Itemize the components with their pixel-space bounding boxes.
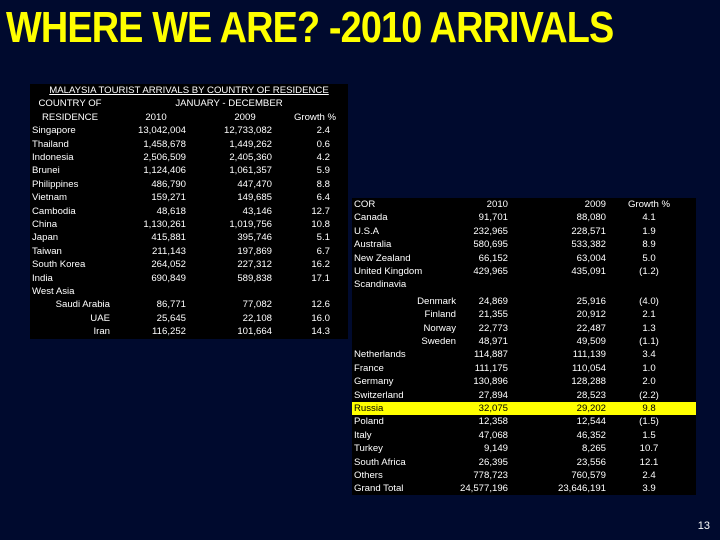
value-2010: 26,395 bbox=[478, 456, 508, 468]
value-2009: 197,869 bbox=[237, 245, 272, 257]
table-row bbox=[352, 308, 696, 321]
table-row bbox=[352, 225, 696, 238]
value-2009: 22,487 bbox=[576, 322, 606, 334]
growth-percent: 5.0 bbox=[642, 252, 656, 264]
table-row bbox=[30, 325, 348, 338]
growth-percent: 12.7 bbox=[311, 205, 330, 217]
value-2010: 264,052 bbox=[151, 259, 186, 271]
growth-percent: (2.2) bbox=[639, 389, 659, 401]
header-jan-dec: JANUARY - DECEMBER bbox=[175, 98, 283, 110]
country-name: Germany bbox=[354, 376, 394, 388]
growth-percent: 16.2 bbox=[311, 259, 330, 271]
country-name: Scandinavia bbox=[354, 279, 407, 291]
value-2010: 2,506,509 bbox=[143, 152, 186, 163]
growth-percent: 2.1 bbox=[642, 309, 656, 321]
value-2009: 110,054 bbox=[572, 362, 606, 374]
growth-percent: 5.1 bbox=[316, 232, 330, 244]
table-row bbox=[30, 245, 348, 258]
country-name: Finland bbox=[424, 309, 456, 321]
value-2010: 1,124,406 bbox=[143, 165, 186, 177]
table-row bbox=[352, 265, 696, 278]
growth-percent: 2.4 bbox=[316, 125, 330, 137]
value-2010: 778,723 bbox=[473, 470, 508, 481]
growth-percent: 2.4 bbox=[642, 470, 656, 481]
value-2010: 130,896 bbox=[473, 376, 508, 388]
country-name: Italy bbox=[354, 429, 372, 441]
value-2010: 486,790 bbox=[151, 178, 186, 190]
country-name: Philippines bbox=[32, 178, 79, 190]
header-2009: 2009 bbox=[234, 111, 256, 123]
table-row bbox=[352, 456, 696, 469]
value-2010: 232,965 bbox=[473, 225, 508, 237]
country-name: Poland bbox=[354, 416, 384, 428]
growth-percent: (1.2) bbox=[639, 266, 659, 277]
value-2009: 8,265 bbox=[581, 443, 606, 455]
country-name: Taiwan bbox=[32, 245, 62, 257]
header-2010: 2010 bbox=[486, 199, 508, 210]
value-2010: 21,355 bbox=[478, 309, 508, 321]
page-number: 13 bbox=[697, 520, 710, 532]
value-2010: 24,869 bbox=[478, 295, 508, 307]
header-cor: COR bbox=[354, 199, 376, 210]
value-2009: 46,352 bbox=[576, 429, 606, 441]
growth-percent: 2.0 bbox=[642, 376, 656, 388]
growth-percent: 3.4 bbox=[642, 349, 656, 361]
value-2009: 128,288 bbox=[571, 376, 606, 388]
value-2009: 1,449,262 bbox=[229, 138, 272, 150]
table-row bbox=[30, 218, 348, 231]
table-row bbox=[30, 151, 348, 164]
value-2009: 101,664 bbox=[237, 326, 272, 338]
value-2010: 1,458,678 bbox=[143, 138, 186, 150]
value-2009: 1,019,756 bbox=[229, 219, 272, 230]
value-2010: 25,645 bbox=[156, 312, 186, 324]
country-name: Cambodia bbox=[32, 205, 76, 217]
value-2010: 9,149 bbox=[483, 443, 508, 455]
table-row bbox=[352, 429, 696, 442]
table-header-row-2 bbox=[30, 111, 348, 124]
growth-percent: (1.5) bbox=[639, 416, 659, 428]
value-2010: 47,068 bbox=[478, 429, 508, 441]
header-2010: 2010 bbox=[145, 111, 167, 123]
value-2009: 77,082 bbox=[242, 299, 272, 311]
value-2010: 27,894 bbox=[478, 389, 508, 401]
value-2010: 12,358 bbox=[478, 416, 508, 428]
table-row bbox=[30, 191, 348, 204]
value-2009: 29,202 bbox=[576, 403, 606, 414]
country-name: Canada bbox=[354, 212, 388, 224]
country-name: France bbox=[354, 362, 384, 374]
table-row bbox=[352, 278, 696, 291]
country-name: Thailand bbox=[32, 138, 69, 150]
value-2009: 111,139 bbox=[572, 349, 606, 361]
value-2009: 2,405,360 bbox=[229, 152, 272, 163]
growth-percent: 1.9 bbox=[642, 225, 656, 237]
growth-percent: 6.7 bbox=[316, 245, 330, 257]
country-name: Brunei bbox=[32, 165, 60, 177]
malaysia-arrivals-table bbox=[30, 84, 348, 339]
value-2010: 580,695 bbox=[473, 239, 508, 251]
growth-percent: 10.8 bbox=[311, 219, 330, 230]
growth-percent: 8.9 bbox=[642, 239, 656, 251]
table-row bbox=[30, 124, 348, 137]
value-2010: 114,887 bbox=[474, 349, 508, 361]
growth-percent: 8.8 bbox=[316, 178, 330, 190]
country-name: Russia bbox=[354, 403, 384, 414]
country-name: Grand Total bbox=[354, 483, 404, 495]
country-name: United Kingdom bbox=[354, 266, 423, 277]
table-row bbox=[30, 231, 348, 244]
value-2009: 533,382 bbox=[571, 239, 606, 251]
country-name: Others bbox=[354, 470, 383, 481]
header-growth: Growth % bbox=[627, 199, 671, 210]
value-2009: 43,146 bbox=[242, 205, 272, 217]
country-name: New Zealand bbox=[354, 252, 411, 264]
value-2009: 49,509 bbox=[576, 336, 606, 347]
country-name: China bbox=[32, 219, 58, 230]
value-2010: 66,152 bbox=[478, 252, 508, 264]
table-row bbox=[352, 322, 696, 335]
country-name: Singapore bbox=[32, 125, 76, 137]
header-growth: Growth % bbox=[293, 111, 337, 123]
growth-percent: 1.3 bbox=[642, 322, 656, 334]
value-2009: 227,312 bbox=[237, 259, 272, 271]
table-row bbox=[352, 335, 696, 348]
table-row bbox=[352, 482, 696, 495]
value-2010: 116,252 bbox=[152, 326, 186, 338]
country-name: Saudi Arabia bbox=[55, 299, 110, 311]
value-2010: 24,577,196 bbox=[459, 483, 508, 495]
value-2010: 48,971 bbox=[478, 336, 508, 347]
table-row bbox=[30, 312, 348, 325]
value-2010: 159,271 bbox=[151, 192, 186, 204]
growth-percent: 4.2 bbox=[316, 152, 330, 163]
country-name: Japan bbox=[32, 232, 59, 244]
table-header-row-1 bbox=[30, 97, 348, 110]
value-2009: 447,470 bbox=[237, 178, 272, 190]
value-2009: 395,746 bbox=[237, 232, 272, 244]
value-2010: 211,143 bbox=[152, 245, 186, 257]
table-row bbox=[352, 238, 696, 251]
country-name: Iran bbox=[93, 326, 110, 338]
table-row bbox=[352, 469, 696, 482]
table-row bbox=[30, 205, 348, 218]
value-2010: 32,075 bbox=[478, 403, 508, 414]
value-2010: 415,881 bbox=[151, 232, 186, 244]
growth-percent: 5.9 bbox=[316, 165, 330, 177]
country-name: Switzerland bbox=[354, 389, 404, 401]
table-row bbox=[30, 178, 348, 191]
value-2009: 760,579 bbox=[571, 470, 606, 481]
arrivals-by-cor-table bbox=[352, 198, 696, 495]
table-row bbox=[352, 211, 696, 224]
table-row bbox=[30, 272, 348, 285]
growth-percent: 14.3 bbox=[311, 326, 330, 338]
country-name: Norway bbox=[423, 322, 456, 334]
table-row bbox=[30, 258, 348, 271]
growth-percent: 17.1 bbox=[311, 272, 330, 284]
growth-percent: 12.1 bbox=[639, 456, 659, 468]
value-2010: 91,701 bbox=[478, 212, 508, 224]
country-name: Vietnam bbox=[32, 192, 68, 204]
country-name: Denmark bbox=[417, 295, 456, 307]
value-2009: 435,091 bbox=[571, 266, 606, 277]
growth-percent: 1.0 bbox=[642, 362, 656, 374]
value-2009: 23,556 bbox=[576, 456, 606, 468]
value-2009: 88,080 bbox=[576, 212, 606, 224]
growth-percent: 10.7 bbox=[639, 443, 659, 455]
table-row-highlighted bbox=[352, 402, 696, 415]
value-2009: 20,912 bbox=[576, 309, 606, 321]
country-name: South Africa bbox=[354, 456, 406, 468]
value-2010: 86,771 bbox=[156, 299, 186, 311]
slide-title: WHERE WE ARE? -2010 ARRIVALS bbox=[6, 3, 614, 52]
value-2009: 12,733,082 bbox=[223, 125, 272, 137]
growth-percent: (1.1) bbox=[639, 336, 659, 347]
growth-percent: 12.6 bbox=[311, 299, 330, 311]
country-name: India bbox=[32, 272, 53, 284]
table-row bbox=[352, 252, 696, 265]
country-name: Sweden bbox=[421, 336, 456, 347]
growth-percent: 9.8 bbox=[642, 403, 656, 414]
country-name: Indonesia bbox=[32, 152, 74, 163]
table-row bbox=[352, 389, 696, 402]
value-2009: 25,916 bbox=[576, 295, 606, 307]
value-2010: 690,849 bbox=[151, 272, 186, 284]
header-residence: RESIDENCE bbox=[42, 111, 98, 123]
table-row bbox=[30, 164, 348, 177]
value-2009: 22,108 bbox=[242, 312, 272, 324]
country-name: Australia bbox=[354, 239, 392, 251]
value-2010: 22,773 bbox=[478, 322, 508, 334]
growth-percent: 16.0 bbox=[311, 312, 330, 324]
country-name: Turkey bbox=[354, 443, 383, 455]
value-2009: 228,571 bbox=[571, 225, 606, 237]
value-2010: 13,042,004 bbox=[137, 125, 186, 137]
value-2009: 28,523 bbox=[576, 389, 606, 401]
table-row bbox=[352, 362, 696, 375]
growth-percent: 4.1 bbox=[642, 212, 656, 224]
country-name: U.S.A bbox=[354, 225, 380, 237]
table-row bbox=[30, 298, 348, 311]
value-2010: 429,965 bbox=[473, 266, 508, 277]
value-2010: 111,175 bbox=[474, 362, 508, 374]
value-2010: 48,618 bbox=[156, 205, 186, 217]
table-row bbox=[30, 138, 348, 151]
header-country-of: COUNTRY OF bbox=[38, 98, 102, 110]
growth-percent: (4.0) bbox=[639, 295, 659, 307]
growth-percent: 6.4 bbox=[316, 192, 330, 204]
table-row bbox=[352, 375, 696, 388]
table-row bbox=[352, 348, 696, 361]
growth-percent: 1.5 bbox=[642, 429, 656, 441]
country-name: UAE bbox=[90, 312, 110, 324]
country-name: South Korea bbox=[32, 259, 86, 271]
header-2009: 2009 bbox=[584, 199, 606, 210]
value-2009: 589,838 bbox=[237, 272, 272, 284]
value-2009: 12,544 bbox=[576, 416, 606, 428]
table-header-row bbox=[352, 198, 696, 211]
table-title: MALAYSIA TOURIST ARRIVALS BY COUNTRY OF RESIDENCE bbox=[49, 85, 329, 96]
country-name: Netherlands bbox=[354, 349, 406, 361]
table-row bbox=[30, 285, 348, 298]
value-2009: 149,685 bbox=[237, 192, 272, 204]
table-row bbox=[352, 295, 696, 308]
value-2009: 63,004 bbox=[576, 252, 606, 264]
growth-percent: 3.9 bbox=[642, 483, 656, 495]
value-2009: 1,061,357 bbox=[229, 165, 272, 177]
value-2010: 1,130,261 bbox=[143, 219, 186, 230]
table-row bbox=[352, 415, 696, 428]
country-name: West Asia bbox=[32, 286, 75, 297]
growth-percent: 0.6 bbox=[316, 138, 330, 150]
table-row bbox=[352, 442, 696, 455]
value-2009: 23,646,191 bbox=[557, 483, 606, 495]
